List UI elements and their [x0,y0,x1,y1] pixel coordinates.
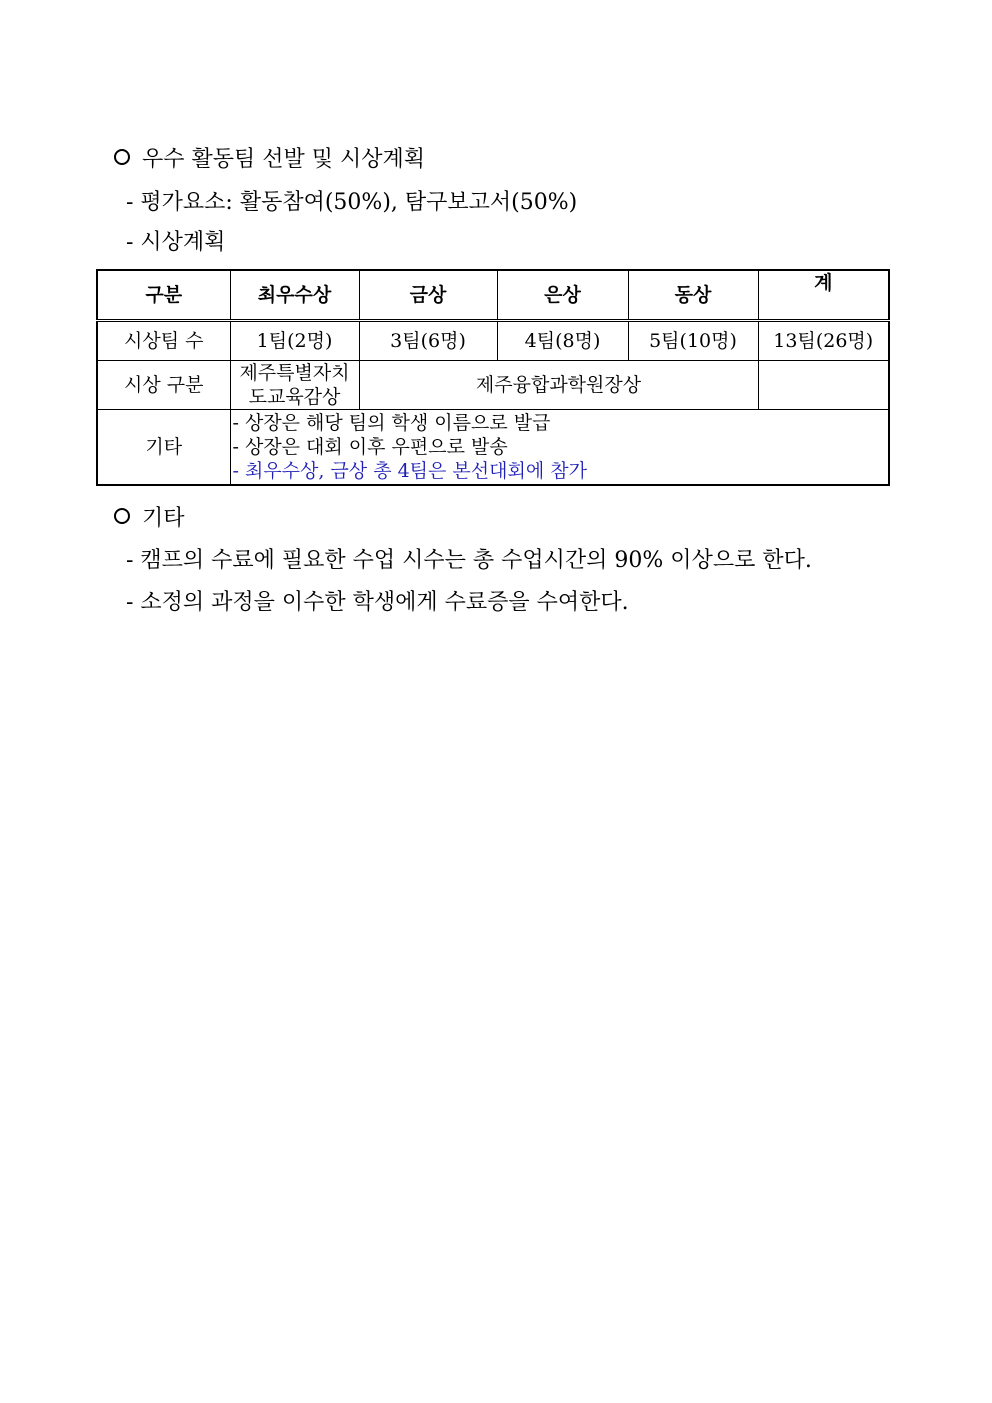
completion-requirement: - 캠프의 수료에 필요한 수업 시수는 총 수업시간의 90% 이상으로 한다. [126,548,812,573]
teams-bronze: 5팀(10명) [628,321,758,361]
header-total [758,270,889,321]
award-table [96,269,890,486]
award-type-label: 시상 구분 [97,361,230,410]
etc-note-1: - 상장은 해당 팀의 학생 이름으로 발급 [232,412,551,434]
header-bronze: 동상 [628,270,758,321]
teams-grand: 1팀(2명) [230,321,359,361]
table-row [97,361,889,410]
header-gold: 금상 [359,270,497,321]
eval-criteria: - 평가요소: 활동참여(50%), 탐구보고서(50%) [126,190,578,215]
etc-label: 기타 [97,410,230,486]
teams-gold: 3팀(6명) [359,321,497,361]
certificate-note: - 소정의 과정을 이수한 학생에게 수료증을 수여한다. [126,590,629,615]
section1-heading-text: 우수 활동팀 선발 및 시상계획 [142,147,425,172]
circle-bullet-icon [114,149,130,165]
section2-heading-text: 기타 [142,506,185,531]
teams-silver: 4팀(8명) [497,321,628,361]
etc-note-3: - 최우수상, 금상 총 4팀은 본선대회에 참가 [232,460,587,482]
table-row [97,410,889,486]
circle-bullet-icon [114,508,130,524]
section2-heading [114,505,185,533]
award-type-rest: 제주융합과학원장상 [359,361,758,410]
award-type-total [758,361,889,410]
award-type-grand-line1: 제주특별자치 [239,362,350,384]
award-plan-label: - 시상계획 [126,230,226,255]
award-type-grand-line2: 도교육감상 [248,386,341,408]
header-total-text: 계 [814,272,833,294]
header-silver: 은상 [497,270,628,321]
teams-total: 13팀(26명) [758,321,889,361]
award-type-grand [230,361,359,410]
table-row [97,321,889,361]
etc-note-2: - 상장은 대회 이후 우편으로 발송 [232,436,508,458]
teams-label: 시상팀 수 [97,321,230,361]
header-grand-prize: 최우수상 [230,270,359,321]
section1-heading [114,146,425,174]
header-category: 구분 [97,270,230,321]
etc-notes [230,410,889,486]
table-header-row [97,270,889,321]
